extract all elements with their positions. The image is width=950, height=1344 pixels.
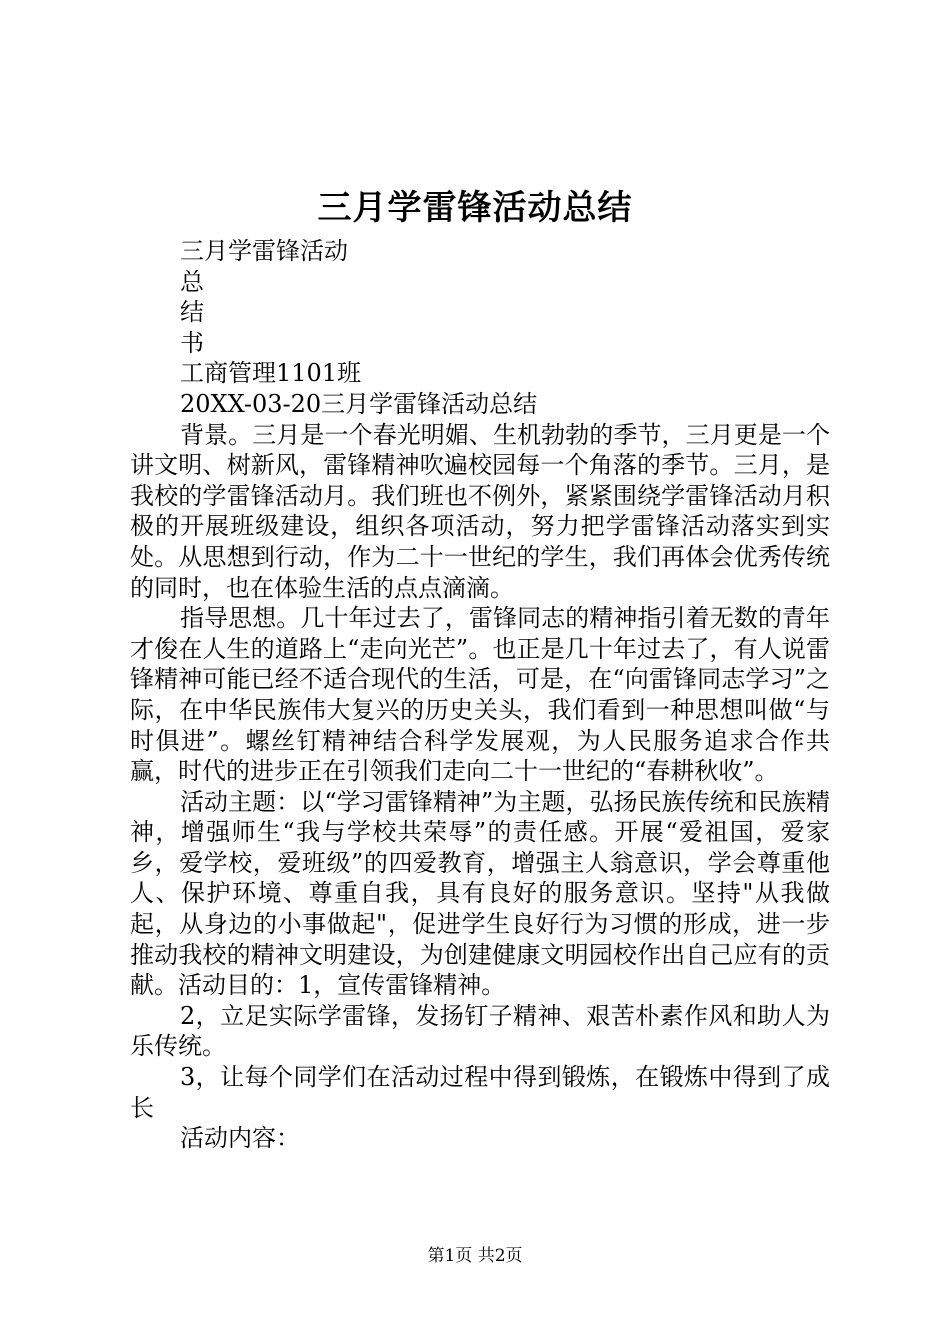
page-number-footer: 第1页 共2页: [427, 1246, 523, 1266]
document-title: 三月学雷锋活动总结: [317, 188, 633, 228]
document-body: [130, 236, 830, 1154]
header-line: 三月学雷锋活动: [180, 237, 348, 265]
paragraph-purpose-2: 2，立足实际学雷锋，发扬钉子精神、艰苦朴素作风和助人为乐传统。: [130, 1001, 830, 1061]
header-line: 书: [180, 328, 204, 357]
paragraph-purpose-3: 3，让每个同学们在活动过程中得到锻炼，在锻炼中得到了成长: [130, 1063, 830, 1122]
header-line: 总: [180, 267, 204, 296]
class-name-line: 工商管理1101班: [180, 359, 362, 388]
paragraph-background: 背景。三月是一个春光明媚、生机勃勃的季节，三月更是一个讲文明、树新风，雷锋精神吹遍校园每一个角落的季节。三月，是我校的学雷锋活动月。我们班也不例外，紧紧围绕学雷锋活动月积极的开展班级建设，组织各项活动，努力把学雷锋活动落实到实处。从思想到行动，作为二十一世纪的学生，我们再体会优秀传统的同时，也在体验生活的点点滴滴。: [130, 420, 830, 602]
paragraph-guiding-thought: 指导思想。几十年过去了，雷锋同志的精神指引着无数的青年才俊在人生的道路上“走向光芒”。也正是几十年过去了，有人说雷锋精神可能已经不适合现代的生活，可是，在“向雷锋同志学习”之际，在中华民族伟大复兴的历史关头，我们看到一种思想叫做“与时俱进”。螺丝钉精神结合科学发展观，为人民服务追求合作共赢，时代的进步正在引领我们走向二十一世纪的“春耕秋收”。: [130, 604, 830, 786]
date-title-line: 20XX-03-20三月学雷锋活动总结: [180, 389, 538, 418]
header-line: 结: [180, 298, 204, 327]
paragraph-activity-content: 活动内容：: [180, 1124, 300, 1153]
paragraph-activity-theme: 活动主题：以“学习雷锋精神”为主题，弘扬民族传统和民族精神，增强师生“我与学校共荣辱”的责任感。开展“爱祖国，爱家乡，爱学校，爱班级”的四爱教育，增强主人翁意识，学会尊重他人、保护环境、尊重自我，具有良好的服务意识。坚持"从我做起，从身边的小事做起"，促进学生良好行为习惯的形成，进一步推动我校的精神文明建设，为创建健康文明园校作出自己应有的贡献。活动目的：1，宣传雷锋精神。: [130, 787, 830, 1000]
